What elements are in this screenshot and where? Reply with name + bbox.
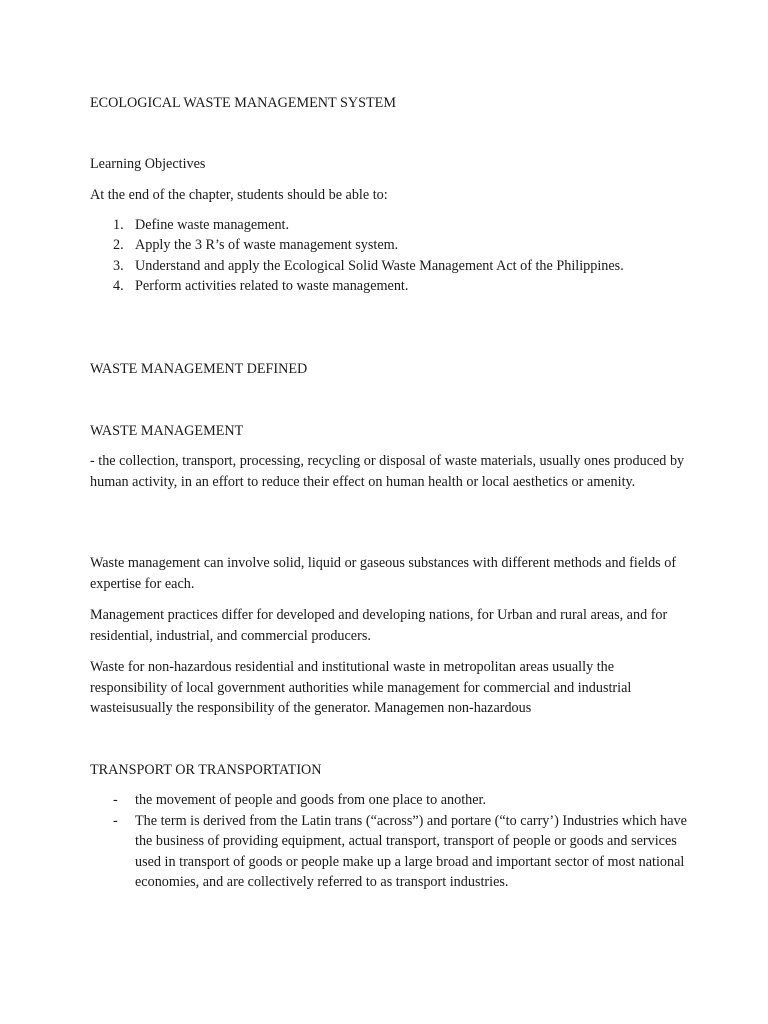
list-item-text: Perform activities related to waste management. — [135, 277, 409, 294]
transport-list — [90, 790, 690, 893]
body-paragraph: Waste for non-hazardous residential and institutional waste in metropolitan areas usually the responsibility of local government authorities while management for commercial and industrial wasteisusually the responsibility of the generator. Managemen non-hazardous — [90, 659, 632, 717]
list-item-text: Understand and apply the Ecological Solid Waste Management Act of the Philippines. — [135, 257, 624, 274]
section-heading-transport: TRANSPORT OR TRANSPORTATION — [90, 762, 322, 778]
list-item-dash: - — [113, 792, 118, 808]
objectives-heading: Learning Objectives — [90, 156, 206, 172]
list-item — [90, 811, 690, 893]
list-item-number: 2. — [113, 237, 124, 254]
list-item-number: 3. — [113, 257, 124, 274]
section-heading-waste-management: WASTE MANAGEMENT — [90, 423, 244, 439]
list-item — [90, 276, 690, 296]
body-paragraph: Management practices differ for developed and developing nations, for Urban and rural areas, and for residential, industrial, and commercial producers. — [90, 607, 668, 644]
list-item — [90, 235, 690, 255]
list-item — [90, 256, 690, 276]
section-heading-defined: WASTE MANAGEMENT DEFINED — [90, 361, 308, 377]
list-item-text: Apply the 3 R’s of waste management system. — [135, 237, 399, 254]
definition-paragraph: - the collection, transport, processing, recycling or disposal of waste materials, usually ones produced by human activity, in an effort to reduce their effect on human health or local aesthetics or amenity. — [90, 453, 685, 490]
objectives-list — [90, 215, 690, 296]
list-item-text: Define waste management. — [135, 217, 290, 233]
list-item — [90, 215, 690, 235]
list-item-text: The term is derived from the Latin trans (“across”) and portare (“to carry’) Industries which have the business of providing equipment, actual transport, transport of people or goods and services used in transport of goods or people make up a large broad and important sector of most national economies, and are collectively referred to as transport industries. — [135, 812, 687, 891]
list-item-text: the movement of people and goods from one place to another. — [135, 792, 487, 808]
list-item-dash: - — [113, 812, 118, 829]
list-item — [90, 790, 690, 811]
objectives-intro: At the end of the chapter, students should be able to: — [90, 187, 388, 203]
list-item-number: 4. — [113, 277, 124, 294]
body-paragraph: Waste management can involve solid, liquid or gaseous substances with different methods and fields of expertise for each. — [90, 555, 677, 592]
list-item-number: 1. — [113, 217, 124, 233]
document-title: ECOLOGICAL WASTE MANAGEMENT SYSTEM — [90, 95, 396, 111]
